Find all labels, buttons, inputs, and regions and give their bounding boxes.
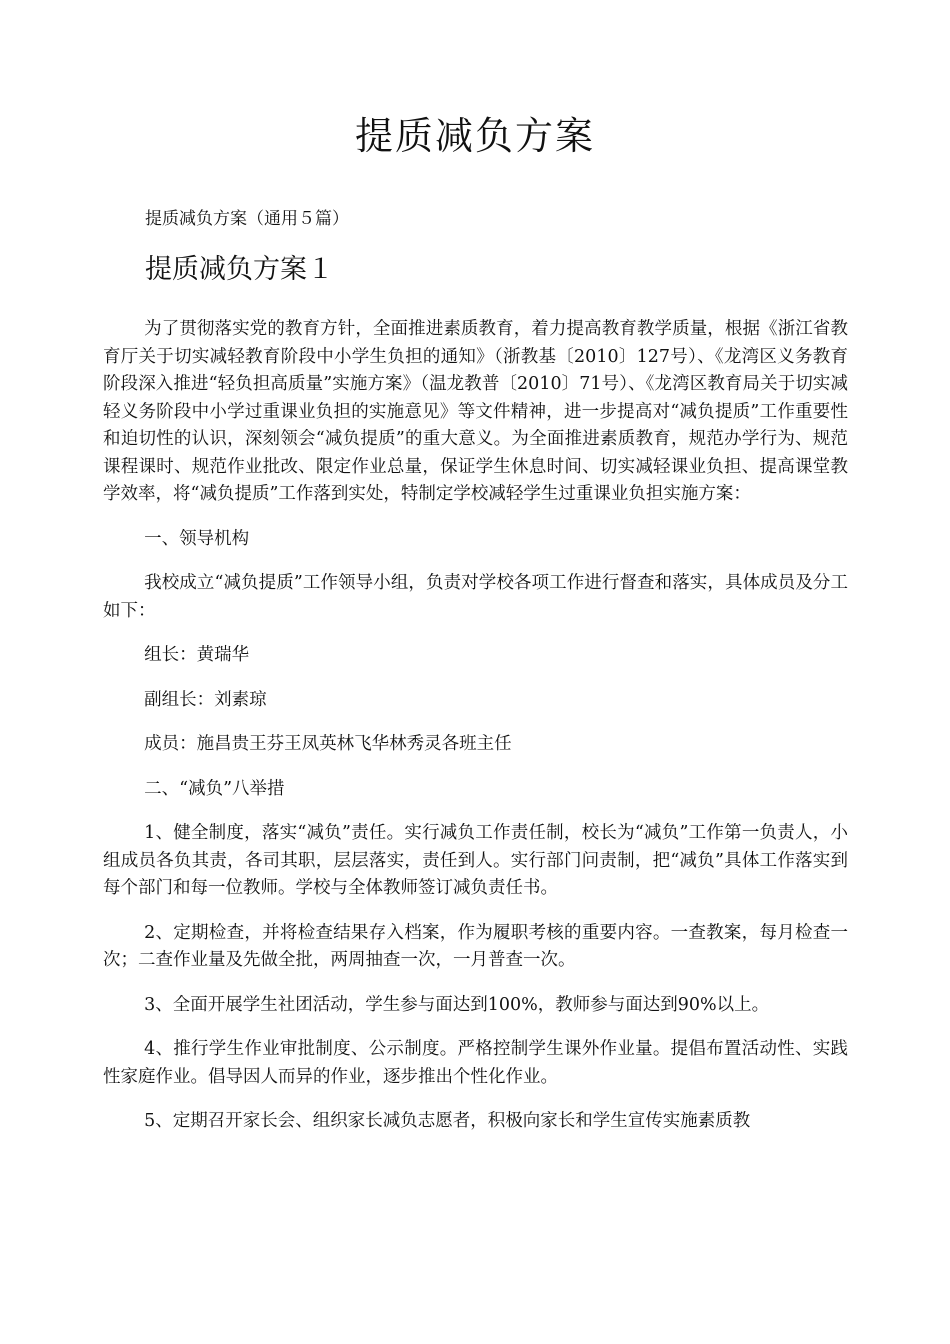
paragraph-measure-5: 5、定期召开家长会、组织家长减负志愿者，积极向家长和学生宣传实施素质教 bbox=[144, 1111, 751, 1131]
paragraph-leadership-group: 我校成立“减负提质”工作领导小组，负责对学校各项工作进行督查和落实，具体成员及分工如下： bbox=[103, 573, 848, 621]
paragraph-members: 成员：施昌贵王芬王凤英林飞华林秀灵各班主任 bbox=[144, 734, 512, 754]
document-subtitle: 提质减负方案（通用５篇） bbox=[145, 209, 349, 229]
paragraph-deputy-leader: 副组长：刘素琼 bbox=[144, 689, 267, 710]
section-heading: 提质减负方案１ bbox=[145, 254, 334, 285]
paragraph-intro: 为了贯彻落实党的教育方针，全面推进素质教育，着力提高教育教学质量，根据《浙江省教育厅关于切实减轻教育阶段中小学生负担的通知》（浙教基〔2010〕127号）、《龙湾区义务教育阶段深入推进“轻负担高质量”实施方案》（温龙教普〔2010〕71号）、《龙湾区教育局关于切实减轻义务阶段中小学过重课业负担的实施意见》等文件精神，进一步提高对“减负提质”工作重要性和迫切性的认识，深刻领会“减负提质”的重大意义。为全面推进素质教育，规范办学行为、规范课程课时、规范作业批改、限定作业总量，保证学生休息时间、切实减轻课业负担、提高课堂教学效率，将“减负提质”工作落到实处，特制定学校减轻学生过重课业负担实施方案： bbox=[103, 319, 848, 504]
paragraph-measure-3: 3、全面开展学生社团活动，学生参与面达到100%，教师参与面达到90%以上。 bbox=[144, 994, 770, 1015]
paragraph-heading-leadership: 一、领导机构 bbox=[144, 528, 250, 549]
paragraph-measure-2: 2、定期检查，并将检查结果存入档案，作为履职考核的重要内容。一查教案，每月检查一次；二查作业量及先做全批，两周抽查一次，一月普查一次。 bbox=[103, 922, 848, 970]
paragraph-measure-1: 1、健全制度，落实“减负”责任。实行减负工作责任制，校长为“减负”工作第一负责人，小组成员各负其责，各司其职，层层落实，责任到人。实行部门问责制，把“减负”具体工作落实到每个部门和每一位教师。学校与全体教师签订减负责任书。 bbox=[103, 823, 848, 898]
paragraph-measure-4: 4、推行学生作业审批制度、公示制度。严格控制学生课外作业量。提倡布置活动性、实践性家庭作业。倡导因人而异的作业，逐步推出个性化作业。 bbox=[103, 1039, 848, 1087]
document-body bbox=[103, 316, 848, 1153]
document-title: 提质减负方案 bbox=[354, 114, 595, 158]
paragraph-heading-measures: 二、“减负”八举措 bbox=[144, 778, 285, 799]
paragraph-group-leader: 组长：黄瑞华 bbox=[144, 645, 250, 665]
